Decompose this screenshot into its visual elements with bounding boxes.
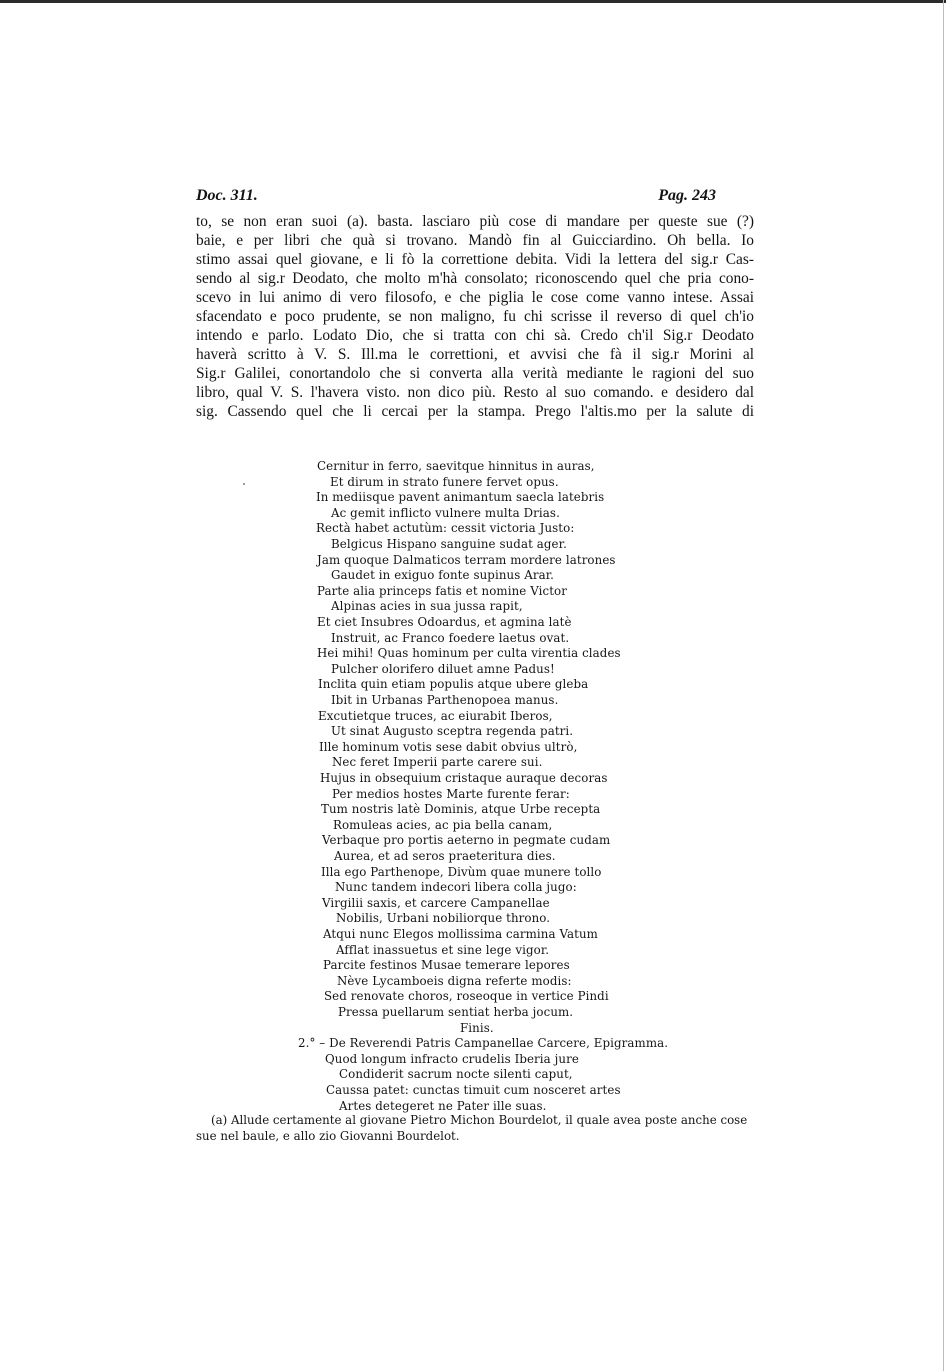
- poem-line: Caussa patet: cunctas timuit cum nosceret artes: [326, 1083, 621, 1097]
- poem-line: Belgicus Hispano sanguine sudat ager.: [331, 537, 567, 551]
- poem-line: Quod longum infracto crudelis Iberia jure: [325, 1051, 579, 1066]
- poem-line: Hei mihi! Quas hominum per culta virentia clades: [317, 646, 621, 661]
- poem-line: Pressa puellarum sentiat herba jocum.: [338, 1005, 574, 1019]
- prose-line: libro, qual V. S. l'havera visto. non dico più. Resto al suo comando. e desidero dal: [196, 384, 754, 401]
- prose-line: sendo al sig.r Deodato, che molto m'hà consolato; riconoscendo quel che pria cono-: [196, 270, 754, 287]
- poem-line: Cernitur in ferro, saevitque hinnitus in auras,: [317, 459, 595, 473]
- poem-line: Et ciet Insubres Odoardus, et agmina latè: [317, 615, 572, 629]
- prose-line: intendo e parlo. Lodato Dio, che si tratta con chi sà. Credo ch'il Sig.r Deodato: [196, 327, 754, 344]
- poem-line: Condiderit sacrum nocte silenti caput,: [339, 1067, 573, 1082]
- prose-line: scevo in lui animo di vero filosofo, e che piglia le cose come vanno intese. Assai: [196, 289, 754, 306]
- poem-line: Parcite festinos Musae temerare lepores: [323, 958, 570, 973]
- scan-speck: [243, 483, 245, 485]
- poem-line: Verbaque pro portis aeterno in pegmate cudam: [322, 833, 611, 848]
- poem-line: Inclita quin etiam populis atque ubere gleba: [318, 677, 589, 692]
- poem-line: Nec feret Imperii parte carere sui.: [332, 755, 543, 770]
- poem-line: Instruit, ac Franco foedere laetus ovat.: [331, 630, 570, 645]
- prose-line: stimo assai quel giovane, e li fò la correttione debita. Vidi la lettera del sig.r Cas-: [196, 251, 754, 268]
- poem-line: Pulcher olorifero diluet amne Padus!: [331, 661, 555, 676]
- poem-line: Per medios hostes Marte furente ferar:: [332, 786, 570, 801]
- poem-line: Romuleas acies, ac pia bella canam,: [333, 817, 553, 832]
- poem-line: Atqui nunc Elegos mollissima carmina Vatum: [323, 927, 598, 941]
- poem-line: In mediisque pavent animantum saecla latebris: [316, 490, 605, 505]
- running-header: [196, 187, 754, 209]
- page-right-edge: [943, 0, 944, 1371]
- page-number: Pag. 243: [658, 187, 716, 204]
- poem-line: Excutietque truces, ac eiurabit Iberos,: [318, 708, 553, 723]
- poem-line: Nobilis, Urbani nobiliorque throno.: [336, 911, 551, 926]
- poem-line: Nève Lycamboeis digna referte modis:: [337, 973, 572, 988]
- poem-line: Afflat inassuetus et sine lege vigor.: [336, 942, 550, 957]
- prose-line: haverà scritto à V. S. Ill.ma le correttioni, et avvisi che fà il sig.r Morini al: [196, 346, 754, 363]
- footnote: [196, 1112, 760, 1144]
- poem-line: Jam quoque Dalmaticos terram mordere latrones: [317, 552, 616, 567]
- poem-line: Virgilii saxis, et carcere Campanellae: [322, 895, 550, 910]
- epigram-heading: 2.° – De Reverendi Patris Campanellae Carcere, Epigramma.: [298, 1036, 669, 1051]
- prose-line: sfacendato e poco prudente, se non maligno, fu chi scrisse il reverso di quel ch'io: [196, 308, 754, 325]
- poem-line: Gaudet in exiguo fonte supinus Arar.: [331, 568, 555, 583]
- poem-line: Ille hominum votis sese dabit obvius ultrò,: [319, 739, 578, 754]
- poem-line: Parte alia princeps fatis et nomine Victor: [317, 583, 567, 598]
- prose-line: sig. Cassendo quel che li cercai per la stampa. Prego l'altis.mo per la salute di: [196, 403, 754, 420]
- page-top-border: [0, 0, 946, 3]
- poem-line: Ac gemit inflicto vulnere multa Drias.: [331, 505, 560, 520]
- letter-text: [196, 212, 754, 421]
- poem-line: Hujus in obsequium cristaque auraque decoras: [320, 771, 608, 785]
- prose-line: baie, e per libri che quà si trovano. Mandò fin al Guicciardino. Oh bella. Io: [196, 232, 754, 249]
- footnote-line: (a) Allude certamente al giovane Pietro Michon Bourdelot, il quale avea poste anche cose: [211, 1113, 748, 1127]
- poem-line: Illa ego Parthenope, Divùm quae munere tollo: [321, 864, 602, 879]
- poem-line: Aurea, et ad seros praeteritura dies.: [334, 849, 556, 863]
- poem-line: Nunc tandem indecori libera colla jugo:: [335, 880, 577, 895]
- poem-line: Ut sinat Augusto sceptra regenda patri.: [331, 724, 574, 739]
- footnote-line: sue nel baule, e allo zio Giovanni Bourdelot.: [196, 1129, 460, 1143]
- poem-line: Ibit in Urbanas Parthenopoea manus.: [331, 693, 559, 707]
- poem-line: Sed renovate choros, roseoque in vertice Pindi: [324, 989, 609, 1004]
- poem-line: Rectà habet actutùm: cessit victoria Justo:: [316, 521, 575, 536]
- poem-line: Artes detegeret ne Pater ille suas.: [339, 1098, 547, 1113]
- poem-line: Alpinas acies in sua jussa rapit,: [331, 599, 523, 614]
- prose-line: to, se non eran suoi (a). basta. lasciaro più cose di mandare per queste sue (?): [196, 213, 754, 230]
- poem-line: Et dirum in strato funere fervet opus.: [330, 474, 559, 489]
- poem-finis: Finis.: [460, 1020, 494, 1035]
- doc-number: Doc. 311.: [196, 187, 258, 204]
- prose-line: Sig.r Galilei, conortandolo che si converta alla verità mediante le ragioni del suo: [196, 365, 754, 382]
- poem-line: Tum nostris latè Dominis, atque Urbe recepta: [321, 802, 601, 817]
